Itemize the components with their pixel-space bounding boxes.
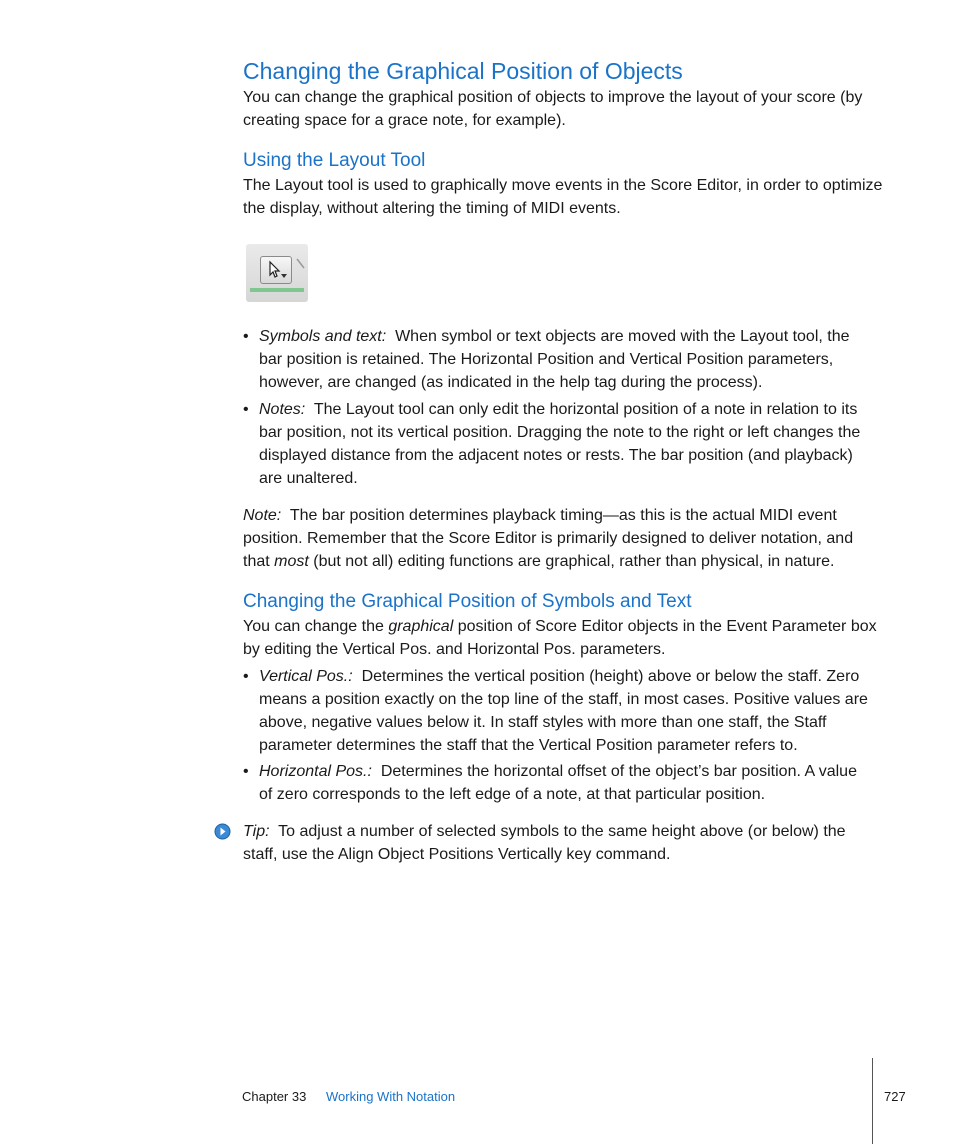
bullet-term: Symbols and text:	[259, 328, 387, 345]
layout-tool-image	[246, 244, 308, 302]
bullet-term: Horizontal Pos.:	[259, 763, 372, 780]
bullet-symbols-and-text: • Symbols and text: When symbol or text objects are moved with the Layout tool, the bar position is retained. The Horizontal Position and Vertical Position parameters, however, are changed (as indicated in the help tag during the process).	[243, 328, 850, 391]
footer-chapter: Chapter 33	[242, 1089, 307, 1104]
symbols-text-paragraph: You can change the graphical position of Score Editor objects in the Event Parameter box by editing the Vertical Pos. and Horizontal Pos. parameters.	[243, 618, 877, 658]
bullet-horizontal-pos: • Horizontal Pos.: Determines the horizontal offset of the object’s bar position. A value of zero corresponds to the left edge of a note, at that particular position.	[243, 763, 857, 803]
tip-label: Tip:	[243, 823, 270, 840]
layout-tool-button	[260, 256, 292, 284]
tool-highlight	[250, 288, 304, 292]
tip-arrow-icon	[214, 823, 231, 840]
tip-paragraph: Tip: To adjust a number of selected symbols to the same height above (or below) the staff, use the Align Object Positions Vertically key command.	[243, 823, 846, 863]
bullet-term: Vertical Pos.:	[259, 668, 353, 685]
note-label: Note:	[243, 507, 282, 524]
intro-paragraph: You can change the graphical position of objects to improve the layout of your score (by creating space for a grace note, for example).	[243, 89, 863, 129]
footer-chapter-title: Working With Notation	[326, 1089, 456, 1104]
note-paragraph: Note: The bar position determines playback timing—as this is the actual MIDI event position. Remember that the Score Editor is primarily designed to deliver notation, and that most (but not all) editing functions are graphical, rather than physical, in nature.	[243, 507, 854, 570]
bullet-notes: • Notes: The Layout tool can only edit the horizontal position of a note in relation to its bar position, not its vertical position. Dragging the note to the right or left changes the displayed distance from the adjacent notes or rests. The bar position (and playback) are unaltered.	[243, 401, 861, 487]
bullet-vertical-pos: • Vertical Pos.: Determines the vertical position (height) above or below the staff. Zero means a position exactly on the top line of the staff, in most cases. Positive values are above, negative values below it. In staff styles with more than one staff, the Staff parameter determines the staff that the Vertical Position parameter refers to.	[243, 668, 868, 754]
page-title: Changing the Graphical Position of Objects	[243, 58, 683, 84]
note-emphasis: most	[274, 553, 309, 570]
bullet-text: When symbol or text objects are moved with the Layout tool, the bar position is retained. The Horizontal Position and Vertical Position parameters, however, are changed (as indicated in the help tag during the process).	[259, 328, 850, 391]
layout-tool-arrow-icon	[261, 257, 291, 283]
tool-edge-icon	[296, 258, 306, 270]
bullet-text: Determines the horizontal offset of the object’s bar position. A value of zero corresponds to the left edge of a note, at that particular position.	[259, 763, 857, 803]
layout-tool-paragraph: The Layout tool is used to graphically move events in the Score Editor, in order to optimize the display, without altering the timing of MIDI events.	[243, 177, 883, 217]
page-number: 727	[884, 1089, 906, 1104]
bullet-text: Determines the vertical position (height) above or below the staff. Zero means a position exactly on the top line of the staff, in most cases. Positive values are above, negative values below it. In staff styles with more than one staff, the Staff parameter determines the staff that the Vertical Position parameter refers to.	[259, 668, 868, 754]
section-heading-layout-tool: Using the Layout Tool	[243, 150, 426, 171]
bullet-text: The Layout tool can only edit the horizontal position of a note in relation to its bar position, not its vertical position. Dragging the note to the right or left changes the displayed distance from the adjacent notes or rests. The bar position (and playback) are unaltered.	[259, 401, 861, 487]
bullet-term: Notes:	[259, 401, 306, 418]
section-heading-symbols-text: Changing the Graphical Position of Symbols and Text	[243, 591, 692, 612]
footer-divider	[872, 1058, 873, 1144]
